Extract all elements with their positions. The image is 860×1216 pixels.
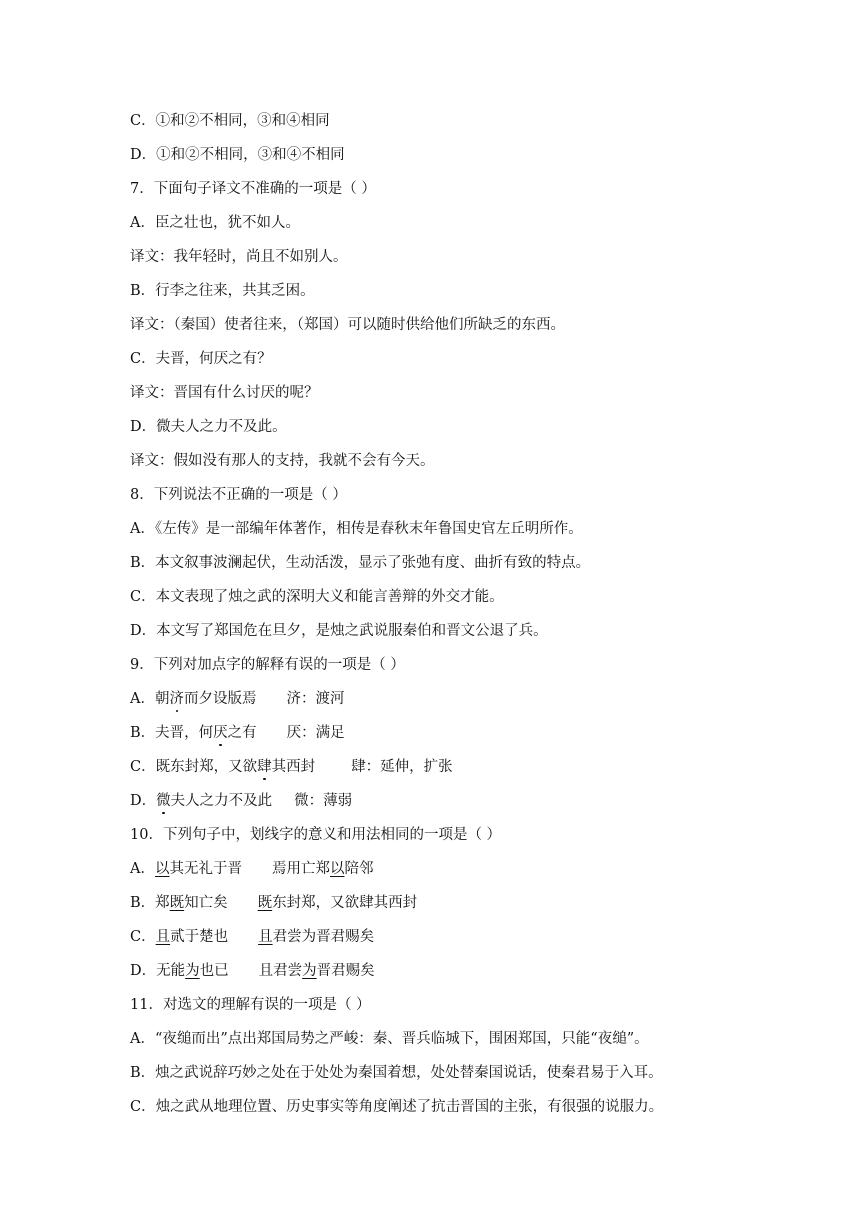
option-label: B． [130,725,156,741]
text: 夫人之力不及此 [170,793,273,809]
q10-option-b [130,893,417,913]
text: 其无礼于晋 [169,861,242,877]
q7-stem: 7．下面句子译文不准确的一项是（ ） [130,181,376,197]
option-label: C． [130,929,156,945]
underlined-char: 以 [154,861,170,877]
underlined-char: 且 [258,929,273,945]
text: 之有 [227,725,257,741]
q11-stem: 11．对选文的理解有误的一项是（ ） [130,997,371,1013]
underlined-char: 以 [329,861,345,877]
text: 焉用亡郑 [271,861,330,877]
dotted-char: 济 [169,691,184,707]
text: 陪邻 [344,861,374,877]
underlined-char: 既 [257,895,273,911]
option-label: D． [130,963,157,979]
text: 其西封 [271,759,316,775]
q6-option-d: D．①和②不相同，③和④不相同 [130,147,345,163]
q9-option-b [130,723,345,743]
dotted-char: 厌 [213,725,228,741]
dotted-char: 微 [156,793,171,809]
text: 且君尝 [258,963,303,979]
text: 既东封郑，又欲 [155,759,258,775]
q7-option-c-translation: 译文：晋国有什么讨厌的呢？ [130,385,319,401]
q7-option-d: D．微夫人之力不及此。 [130,419,287,435]
option-label: A． [130,691,155,707]
q11-option-b: B．烛之武说辞巧妙之处在于处处为秦国着想，处处替秦国说话，使秦君易于入耳。 [130,1065,663,1081]
text: 无能 [156,963,186,979]
q9-option-c [130,757,453,777]
q10-stem: 10．下列句子中，划线字的意义和用法相同的一项是（ ） [130,827,502,843]
q9-option-a [130,689,344,709]
q7-option-c: C．夫晋，何厌之有？ [130,351,272,367]
q11-option-a: A．“夜缒而出”点出郑国局势之严峻：秦、晋兵临城下，围困郑国，只能“夜缒”。 [130,1031,649,1047]
text: 也已 [199,963,229,979]
text: 知亡矣 [184,895,228,911]
q8-option-d: D．本文写了郑国危在旦夕，是烛之武说服秦伯和晋文公退了兵。 [130,623,548,639]
underlined-char: 既 [169,895,185,911]
q7-option-b-translation: 译文：（秦国）使者往来，（郑国）可以随时供给他们所缺乏的东西。 [130,317,565,333]
gloss: 肆：延伸，扩张 [351,759,453,775]
q8-option-b: B．本文叙事波澜起伏，生动活泼，显示了张弛有度、曲折有致的特点。 [130,555,591,571]
gloss: 济：渡河 [286,691,345,707]
q8-option-c: C．本文表现了烛之武的深明大义和能言善辩的外交才能。 [130,589,504,605]
text: 夫晋，何 [155,725,214,741]
text: 郑 [155,895,170,911]
gloss: 微：薄弱 [294,793,353,809]
q9-stem: 9．下列对加点字的解释有误的一项是（ ） [130,657,405,673]
q8-option-a: A．《左传》是一部编年体著作，相传是春秋末年鲁国史官左丘明所作。 [130,521,583,537]
q7-option-a: A．臣之壮也，犹不如人。 [130,215,300,231]
q11-option-c: C．烛之武从地理位置、历史事实等角度阐述了抗击晋国的主张，有很强的说服力。 [130,1099,664,1115]
text: 东封郑，又欲肆其西封 [272,895,418,911]
q10-option-a [130,859,373,879]
text: 朝 [154,691,170,707]
text: 晋君赐矣 [316,963,375,979]
option-label: B． [130,895,156,911]
dotted-char: 肆 [257,759,272,775]
q10-option-c [130,927,374,947]
text: 君尝为晋君赐矣 [272,929,375,945]
q8-stem: 8．下列说法不正确的一项是（ ） [130,487,347,503]
q9-option-d [130,791,352,811]
text: 贰于楚也 [170,929,229,945]
q10-option-d [130,961,375,981]
gloss: 厌：满足 [286,725,345,741]
underlined-char: 为 [302,963,317,979]
option-label: D． [130,793,157,809]
text: 而夕设版焉 [183,691,257,707]
underlined-char: 且 [155,929,171,945]
q7-option-a-translation: 译文：我年轻时，尚且不如别人。 [130,249,348,265]
option-label: C． [130,759,156,775]
q6-option-c: C．①和②不相同，③和④相同 [130,113,330,129]
option-label: A． [130,861,155,877]
q7-option-b: B．行李之往来，共其乏困。 [130,283,315,299]
q7-option-d-translation: 译文：假如没有那人的支持，我就不会有今天。 [130,453,435,469]
underlined-char: 为 [185,963,200,979]
